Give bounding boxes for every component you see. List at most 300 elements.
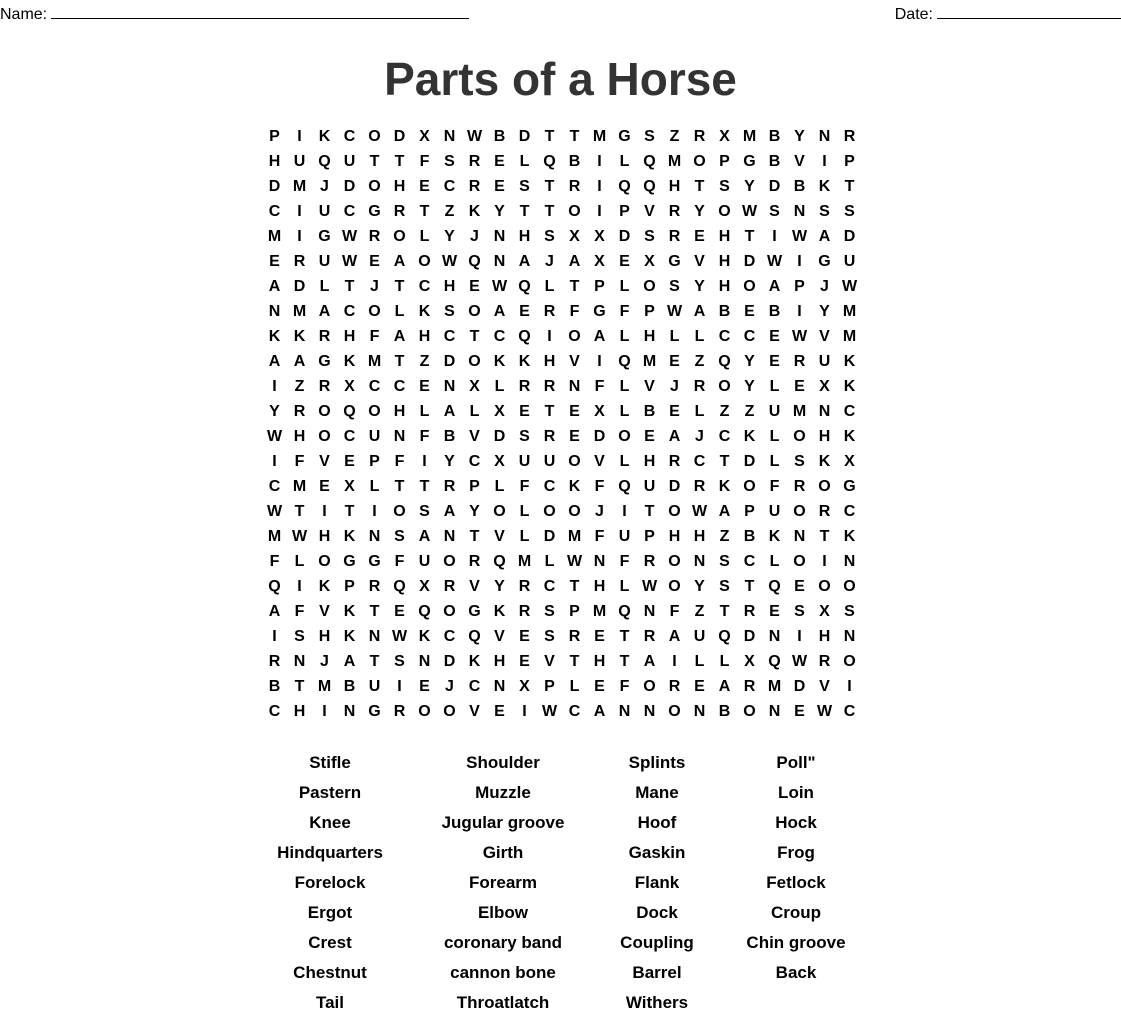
grid-letter: Y [469, 503, 480, 520]
grid-letter: L [694, 403, 705, 420]
grid-letter: T [744, 228, 755, 245]
grid-letter: W [841, 278, 858, 295]
grid-letter: Q [718, 628, 731, 645]
grid-letter: O [693, 153, 706, 170]
grid-letter: T [369, 603, 380, 620]
grid-letter: T [419, 478, 430, 495]
word-bank-item: coronary band [443, 933, 563, 952]
grid-letter: M [592, 603, 607, 620]
grid-letter: P [744, 503, 755, 520]
grid-letter: L [544, 553, 555, 570]
grid-letter: I [397, 678, 402, 695]
grid-letter: E [269, 253, 280, 270]
grid-letter: Z [294, 378, 305, 395]
grid-letter: S [644, 128, 655, 145]
grid-letter: T [369, 153, 380, 170]
grid-letter: E [419, 678, 430, 695]
grid-letter: J [470, 228, 479, 245]
grid-letter: Q [318, 153, 331, 170]
grid-letter: W [641, 578, 658, 595]
grid-letter: V [594, 453, 605, 470]
grid-letter: A [493, 303, 506, 320]
grid-letter: Z [694, 353, 705, 370]
grid-letter: V [819, 678, 830, 695]
grid-letter: P [544, 678, 555, 695]
grid-letter: F [419, 153, 430, 170]
grid-letter: A [443, 403, 456, 420]
grid-letter: F [419, 428, 430, 445]
grid-letter: L [369, 478, 380, 495]
grid-letter: X [844, 453, 855, 470]
grid-letter: J [320, 653, 329, 670]
grid-letter: G [318, 228, 331, 245]
grid-letter: R [668, 678, 681, 695]
grid-letter: Y [819, 303, 830, 320]
grid-letter: C [468, 453, 481, 470]
grid-letter: L [694, 653, 705, 670]
grid-letter: Y [494, 203, 505, 220]
grid-letter: M [567, 528, 582, 545]
grid-row [262, 701, 862, 726]
grid-letter: K [568, 478, 581, 495]
grid-letter: K [343, 353, 356, 370]
grid-letter: Q [468, 253, 481, 270]
grid-letter: Y [269, 403, 280, 420]
grid-row [262, 676, 862, 701]
grid-letter: A [343, 653, 356, 670]
grid-letter: K [843, 378, 856, 395]
grid-letter: L [619, 328, 630, 345]
grid-letter: T [344, 503, 355, 520]
grid-letter: E [744, 303, 755, 320]
word-bank-item: Coupling [620, 933, 694, 952]
grid-letter: I [822, 553, 827, 570]
grid-letter: T [394, 353, 405, 370]
grid-letter: D [743, 253, 756, 270]
grid-letter: I [322, 703, 327, 720]
grid-letter: R [793, 353, 806, 370]
grid-letter: V [644, 203, 655, 220]
grid-letter: H [443, 278, 456, 295]
grid-letter: C [343, 428, 356, 445]
grid-letter: X [419, 578, 430, 595]
grid-letter: H [543, 353, 556, 370]
word-bank-item: Gaskin [628, 843, 686, 862]
grid-letter: C [343, 128, 356, 145]
grid-letter: Q [618, 478, 631, 495]
grid-letter: U [843, 253, 856, 270]
grid-letter: N [418, 653, 431, 670]
grid-letter: O [793, 553, 806, 570]
grid-letter: Q [643, 178, 656, 195]
word-bank-item: Hindquarters [277, 843, 383, 862]
grid-letter: T [569, 653, 580, 670]
grid-letter: I [272, 378, 277, 395]
grid-letter: Y [444, 453, 455, 470]
grid-letter: A [318, 303, 331, 320]
grid-letter: F [594, 478, 605, 495]
grid-letter: O [568, 503, 581, 520]
grid-letter: R [568, 628, 581, 645]
grid-letter: L [319, 278, 330, 295]
grid-letter: S [544, 628, 555, 645]
grid-letter: P [269, 128, 280, 145]
grid-letter: W [491, 278, 508, 295]
grid-letter: L [419, 228, 430, 245]
grid-letter: R [393, 703, 406, 720]
grid-letter: M [317, 678, 332, 695]
grid-letter: U [543, 453, 556, 470]
grid-letter: V [319, 453, 330, 470]
grid-letter: K [293, 328, 306, 345]
grid-letter: P [594, 278, 605, 295]
grid-row [262, 276, 862, 301]
grid-letter: J [445, 678, 454, 695]
grid-letter: D [493, 428, 506, 445]
grid-letter: L [519, 503, 530, 520]
grid-row [262, 576, 862, 601]
grid-letter: W [541, 703, 558, 720]
grid-letter: B [718, 703, 731, 720]
word-bank-item: Elbow [477, 903, 529, 922]
word-bank-item: Muzzle [475, 783, 531, 802]
grid-row [262, 426, 862, 451]
grid-letter: T [744, 578, 755, 595]
grid-letter: E [769, 353, 780, 370]
grid-letter: U [368, 678, 381, 695]
grid-letter: O [368, 178, 381, 195]
grid-letter: C [743, 328, 756, 345]
word-bank-item: Back [775, 963, 817, 982]
grid-letter: U [768, 403, 781, 420]
grid-letter: K [818, 453, 831, 470]
grid-letter: D [443, 653, 456, 670]
grid-letter: L [619, 453, 630, 470]
grid-letter: H [293, 428, 306, 445]
grid-letter: S [394, 528, 405, 545]
grid-letter: C [493, 328, 506, 345]
grid-letter: L [569, 678, 580, 695]
grid-letter: B [568, 153, 581, 170]
grid-letter: K [468, 203, 481, 220]
grid-letter: L [769, 428, 780, 445]
grid-letter: X [469, 378, 480, 395]
grid-letter: L [294, 553, 305, 570]
grid-letter: C [443, 328, 456, 345]
grid-letter: O [318, 403, 331, 420]
grid-letter: R [468, 178, 481, 195]
grid-letter: T [819, 528, 830, 545]
grid-letter: O [743, 278, 756, 295]
grid-letter: F [619, 678, 630, 695]
grid-letter: R [668, 228, 681, 245]
grid-letter: U [693, 628, 706, 645]
grid-letter: C [268, 703, 281, 720]
grid-letter: H [343, 328, 356, 345]
grid-letter: T [369, 653, 380, 670]
grid-letter: B [443, 428, 456, 445]
grid-letter: Q [268, 578, 281, 595]
grid-letter: E [344, 453, 355, 470]
grid-letter: X [569, 228, 580, 245]
grid-letter: W [791, 328, 808, 345]
grid-letter: Q [618, 353, 631, 370]
grid-letter: H [668, 528, 681, 545]
grid-letter: O [643, 678, 656, 695]
grid-letter: F [269, 553, 280, 570]
grid-letter: R [543, 428, 556, 445]
grid-letter: L [694, 328, 705, 345]
grid-letter: N [843, 628, 856, 645]
grid-letter: Y [744, 353, 755, 370]
grid-letter: Q [543, 153, 556, 170]
grid-letter: R [293, 403, 306, 420]
grid-letter: E [594, 628, 605, 645]
grid-letter: P [794, 278, 805, 295]
grid-letter: A [568, 253, 581, 270]
grid-letter: L [419, 403, 430, 420]
grid-letter: P [644, 528, 655, 545]
grid-letter: K [818, 178, 831, 195]
grid-letter: F [594, 378, 605, 395]
grid-letter: O [643, 278, 656, 295]
grid-letter: I [372, 503, 377, 520]
grid-letter: N [443, 128, 456, 145]
grid-letter: T [844, 178, 855, 195]
grid-letter: Q [493, 553, 506, 570]
date-field [895, 4, 1121, 24]
grid-letter: E [494, 178, 505, 195]
grid-letter: J [370, 278, 379, 295]
grid-letter: M [592, 128, 607, 145]
grid-letter: I [547, 328, 552, 345]
grid-letter: L [394, 303, 405, 320]
grid-letter: W [341, 253, 358, 270]
grid-letter: A [643, 653, 656, 670]
grid-letter: V [469, 703, 480, 720]
grid-letter: F [669, 603, 680, 620]
grid-letter: X [494, 453, 505, 470]
grid-letter: K [518, 353, 531, 370]
grid-letter: I [297, 203, 302, 220]
grid-letter: M [292, 478, 307, 495]
word-bank-item: Fetlock [766, 873, 826, 892]
grid-letter: N [643, 703, 656, 720]
grid-letter: B [268, 678, 281, 695]
word-bank-item: Forearm [468, 873, 538, 892]
grid-letter: R [568, 178, 581, 195]
grid-letter: H [318, 628, 331, 645]
grid-letter: W [266, 503, 283, 520]
grid-letter: K [343, 603, 356, 620]
word-bank-item: Withers [625, 993, 689, 1012]
grid-letter: S [669, 278, 680, 295]
grid-letter: X [344, 378, 355, 395]
grid-letter: P [569, 603, 580, 620]
grid-letter: D [593, 428, 606, 445]
grid-letter: I [422, 453, 427, 470]
date-label: Date: [894, 6, 933, 23]
grid-letter: Y [694, 278, 705, 295]
grid-letter: O [418, 703, 431, 720]
grid-letter: N [493, 253, 506, 270]
grid-letter: T [569, 128, 580, 145]
grid-letter: Z [744, 403, 755, 420]
grid-letter: J [670, 378, 679, 395]
word-bank-item: Barrel [632, 963, 682, 982]
grid-letter: N [443, 528, 456, 545]
grid-letter: N [343, 703, 356, 720]
grid-letter: C [568, 703, 581, 720]
grid-letter: X [519, 678, 530, 695]
grid-letter: C [393, 378, 406, 395]
grid-letter: N [618, 703, 631, 720]
grid-letter: R [843, 128, 856, 145]
grid-letter: M [517, 553, 532, 570]
word-bank-item: Tail [315, 993, 345, 1012]
grid-letter: S [419, 503, 430, 520]
grid-letter: V [469, 578, 480, 595]
grid-letter: H [818, 628, 831, 645]
grid-letter: D [668, 478, 681, 495]
grid-letter: Q [618, 178, 631, 195]
grid-letter: W [791, 228, 808, 245]
grid-letter: K [268, 328, 281, 345]
grid-letter: N [268, 303, 281, 320]
grid-letter: R [793, 478, 806, 495]
grid-letter: V [469, 428, 480, 445]
grid-letter: L [619, 378, 630, 395]
grid-letter: O [843, 653, 856, 670]
grid-letter: C [343, 303, 356, 320]
grid-letter: P [644, 303, 655, 320]
grid-letter: L [619, 278, 630, 295]
grid-letter: S [294, 628, 305, 645]
grid-letter: N [493, 678, 506, 695]
word-bank-item: Ergot [307, 903, 353, 922]
grid-letter: O [393, 503, 406, 520]
word-bank-item: Girth [482, 843, 524, 862]
word-bank-item: Poll" [776, 753, 816, 772]
grid-row [262, 501, 862, 526]
grid-letter: S [444, 303, 455, 320]
grid-letter: L [544, 278, 555, 295]
word-bank-item: Pastern [298, 783, 362, 802]
grid-letter: G [343, 553, 356, 570]
word-bank-item: Hoof [637, 813, 677, 832]
grid-letter: N [768, 703, 781, 720]
grid-letter: V [794, 153, 805, 170]
grid-letter: C [843, 403, 856, 420]
grid-letter: M [842, 303, 857, 320]
grid-letter: C [743, 553, 756, 570]
grid-letter: F [294, 453, 305, 470]
grid-letter: O [468, 353, 481, 370]
grid-letter: A [393, 328, 406, 345]
grid-letter: M [642, 353, 657, 370]
word-bank-item: Loin [778, 783, 814, 802]
grid-letter: F [594, 528, 605, 545]
grid-letter: Q [393, 578, 406, 595]
grid-letter: K [493, 603, 506, 620]
grid-letter: A [293, 353, 306, 370]
grid-letter: L [469, 403, 480, 420]
word-bank-item: Mane [635, 783, 679, 802]
grid-letter: P [719, 153, 730, 170]
grid-letter: T [719, 453, 730, 470]
grid-letter: E [619, 253, 630, 270]
grid-letter: A [818, 228, 831, 245]
grid-letter: G [468, 603, 481, 620]
grid-letter: U [318, 203, 331, 220]
grid-letter: P [344, 578, 355, 595]
grid-letter: R [693, 128, 706, 145]
grid-letter: V [569, 353, 580, 370]
grid-letter: O [793, 503, 806, 520]
grid-letter: I [797, 253, 802, 270]
grid-letter: Y [694, 203, 705, 220]
grid-letter: C [693, 453, 706, 470]
grid-row [262, 401, 862, 426]
grid-letter: E [769, 328, 780, 345]
grid-row [262, 451, 862, 476]
grid-letter: K [843, 353, 856, 370]
grid-letter: F [369, 328, 380, 345]
grid-letter: O [568, 453, 581, 470]
grid-letter: H [668, 178, 681, 195]
grid-letter: H [718, 228, 731, 245]
grid-letter: L [719, 653, 730, 670]
grid-letter: R [643, 553, 656, 570]
grid-letter: O [418, 253, 431, 270]
grid-letter: A [718, 503, 731, 520]
grid-letter: V [819, 328, 830, 345]
grid-letter: O [668, 503, 681, 520]
grid-letter: Q [768, 578, 781, 595]
grid-row [262, 201, 862, 226]
grid-letter: R [518, 578, 531, 595]
grid-letter: C [843, 703, 856, 720]
grid-letter: S [719, 578, 730, 595]
grid-letter: X [594, 228, 605, 245]
grid-letter: R [743, 603, 756, 620]
grid-letter: Q [418, 603, 431, 620]
grid-letter: J [820, 278, 829, 295]
grid-letter: U [643, 478, 656, 495]
grid-letter: B [718, 303, 731, 320]
grid-letter: Q [468, 628, 481, 645]
grid-letter: I [297, 578, 302, 595]
grid-letter: H [643, 453, 656, 470]
grid-letter: E [794, 578, 805, 595]
grid-letter: R [443, 478, 456, 495]
grid-letter: E [519, 653, 530, 670]
grid-letter: O [793, 428, 806, 445]
grid-letter: V [494, 628, 505, 645]
grid-letter: X [594, 403, 605, 420]
grid-letter: N [693, 703, 706, 720]
grid-letter: R [318, 328, 331, 345]
grid-letter: R [368, 228, 381, 245]
grid-letter: C [443, 628, 456, 645]
grid-letter: K [343, 628, 356, 645]
word-bank-item: Flank [634, 873, 680, 892]
grid-letter: P [369, 453, 380, 470]
grid-letter: X [819, 603, 830, 620]
grid-letter: O [668, 553, 681, 570]
grid-letter: R [518, 603, 531, 620]
grid-letter: A [443, 503, 456, 520]
